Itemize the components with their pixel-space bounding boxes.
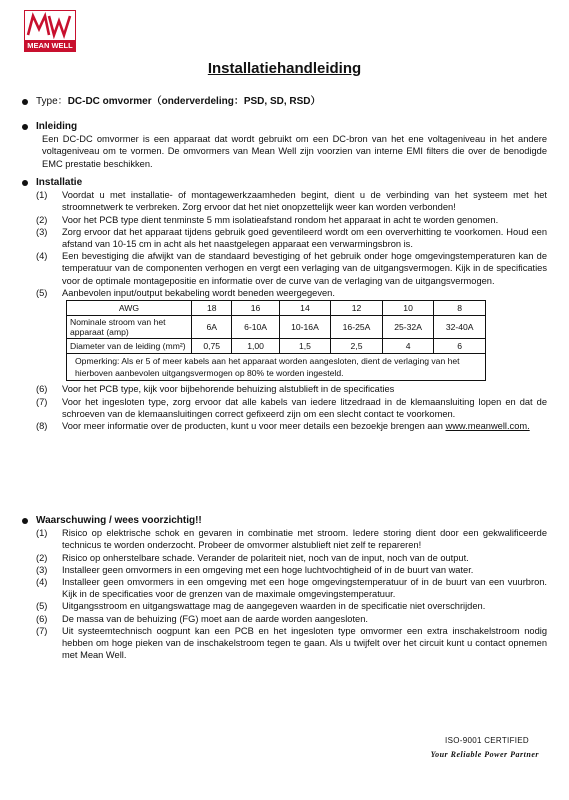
type-section [22,96,547,108]
table-row [67,339,486,354]
intro-heading [22,121,547,133]
table-cell: 8 [434,301,486,316]
item-text: Aanbevolen input/output bekabeling wordt beneden weergegeven. [62,287,335,298]
list-item [22,613,547,625]
table-cell: 12 [331,301,383,316]
list-item [22,576,547,600]
page-title: Installatiehandleiding [207,60,362,77]
intro-heading-text: Inleiding [36,121,78,132]
item-number: (2) [36,552,48,563]
warning-heading-text: Waarschuwing / wees voorzichtig!! [36,515,202,526]
table-row [67,301,486,316]
table-cell: 2,5 [331,339,383,354]
item-number: (6) [36,384,48,395]
item-number: (7) [36,396,48,407]
mean-well-logo [24,10,76,52]
table-row [67,354,486,381]
table-cell: 1,00 [232,339,279,354]
table-cell: 1,5 [279,339,331,354]
warning-section [22,515,547,661]
bullet-icon [22,180,28,186]
table-cell: 16 [232,301,279,316]
type-heading [22,96,547,108]
item-text: Voor het PCB type dient tenminste 5 mm isolatieafstand rondom het apparaat in acht te worden genomen. [62,214,499,225]
item-text-body: Voor meer informatie over de producten, kunt u voor meer details een bezoekje brengen aan [62,421,443,432]
item-number: (3) [36,564,48,575]
item-number: (2) [36,214,48,225]
table-cell: AWG [67,301,192,316]
item-text: Installeer geen omvormers in een omgeving met een hoge omgevingstemperatuur of in de buurt van een vuurbron. Kijk in de specificaties voor de grenzen van de maximale omgevingstemperatuur. [62,577,547,600]
table-cell: 16-25A [331,316,383,339]
intro-section [22,121,547,170]
list-item [22,250,547,287]
item-number: (1) [36,528,48,539]
type-label: Type： [36,96,68,107]
table-cell: 32-40A [434,316,486,339]
list-item [22,383,547,395]
list-item [22,396,547,420]
list-item [22,287,547,299]
item-text: Uitgangsstroom en uitgangswattage mag de aangegeven waarden in de specificatie niet overschrijden. [62,601,486,612]
item-number: (5) [36,287,48,298]
list-item [22,420,547,432]
item-text: Voordat u met installatie- of montagewerkzaamheden begint, dient u de verbinding van het systeem met het stroomnetwerk te verbreken. Zorg ervoor dat het niet onopzettelijk weer kan worden verbonden! [62,190,547,213]
list-item [22,625,547,662]
installation-section [22,177,547,432]
item-number: (4) [36,577,48,588]
list-item [22,552,547,564]
table-note: Opmerking: Als er 5 of meer kabels aan het apparaat worden aangesloten, dient de verlaging van het hierboven aanbevolen uitgangsvermogen op 80% te worden ingesteld. [67,354,486,381]
table-cell: 4 [382,339,434,354]
company-slogan: Your Reliable Power Partner [430,750,539,759]
wiring-table [66,300,486,381]
item-text: Risico op elektrische schok en gevaren in combinatie met stroom. Iedere storing dient door een gekwalificeerde technicus te worden onderzocht. Probeer de omvormer alstublieft niet zelf te repareren! [62,528,547,551]
installation-heading-text: Installatie [36,177,83,188]
list-item [22,226,547,250]
list-item [22,564,547,576]
intro-text: Een DC-DC omvormer is een apparaat dat wordt gebruikt om een DC-bron van het ene voltageniveau in het andere voltageniveau om te vormen. De omvormers van Mean Well zijn voorzien van interne EMI filters die over de benodigde EMC prestatie beschikken. [42,134,547,169]
mw-mark [24,10,76,40]
table-cell: 18 [192,301,232,316]
table-cell: 6 [434,339,486,354]
item-text: Installeer geen omvormers in een omgeving met een hoge luchtvochtigheid of in de buurt van water. [62,564,474,575]
warning-heading [22,515,547,527]
list-item [22,600,547,612]
table-cell: 6A [192,316,232,339]
bullet-icon [22,124,28,130]
item-text: Risico op onherstelbare schade. Verander de polariteit niet, noch van de input, noch van de output. [62,552,469,563]
item-number: (6) [36,613,48,624]
table-cell: 14 [279,301,331,316]
list-item [22,189,547,213]
item-number: (3) [36,226,48,237]
item-number: (7) [36,625,48,636]
table-cell: 10-16A [279,316,331,339]
table-cell: 6-10A [232,316,279,339]
table-cell: 10 [382,301,434,316]
item-number: (5) [36,601,48,612]
item-text: Een bevestiging die afwijkt van de standaard bevestiging of het gebruik onder hoge omgevingstemperaturen kan de temperatuur van de componenten verhogen en vergt een verlaging van de uitgangsvermogen. Kijk in de specificaties voor de optimale montagepositie en informatie over de curve van de verlaging van de uitgangsvermogen. [62,251,547,286]
item-text: Zorg ervoor dat het apparaat tijdens gebruik goed geventileerd wordt om een oververhitting te voorkomen. Houd een afstand van 10-15 cm in acht als het naastgelegen apparaat een verwarmingsbron is. [62,226,547,250]
item-number: (4) [36,251,48,262]
table-row-label: Nominale stroom van het apparaat (amp) [67,316,192,339]
list-item [22,527,547,551]
item-text: Voor het ingesloten type, zorg ervoor dat alle kabels van iedere litzedraad in de klemaansluiting lopen en dat de schroeven van de klemaansluitingen correct gefixeerd zijn om een slecht contact te voorkomen. [62,396,547,419]
type-value: DC-DC omvormer（onderverdeling：PSD, SD, RSD） [67,96,321,107]
logo-name: MEAN WELL [24,40,76,52]
meanwell-website-link[interactable]: www.meanwell.com. [445,421,530,432]
bullet-icon [22,518,28,524]
item-number: (1) [36,190,48,201]
iso-certification: ISO-9001 CERTIFIED [445,736,529,745]
item-text: Voor het PCB type, kijk voor bijbehorende behuizing alstublieft in de specificaties [62,384,395,395]
item-text [62,420,547,432]
item-text: Uit systeemtechnisch oogpunt kan een PCB en het ingesloten type omvormer een extra inschakelstroom nodig hebben om hoge pieken van de inschakelstroom tegen te gaan. Als u twijfelt over het circuit kunt u contact opnemen met Mean Well. [62,625,547,661]
table-cell: 25-32A [382,316,434,339]
item-number: (8) [36,421,48,432]
table-row-label: Diameter van de leiding (mm²) [67,339,192,354]
table-row [67,316,486,339]
table-cell: 0,75 [192,339,232,354]
installation-heading [22,177,547,189]
list-item [22,214,547,226]
bullet-icon [22,99,28,105]
item-text: De massa van de behuizing (FG) moet aan de aarde worden aangesloten. [62,613,368,624]
